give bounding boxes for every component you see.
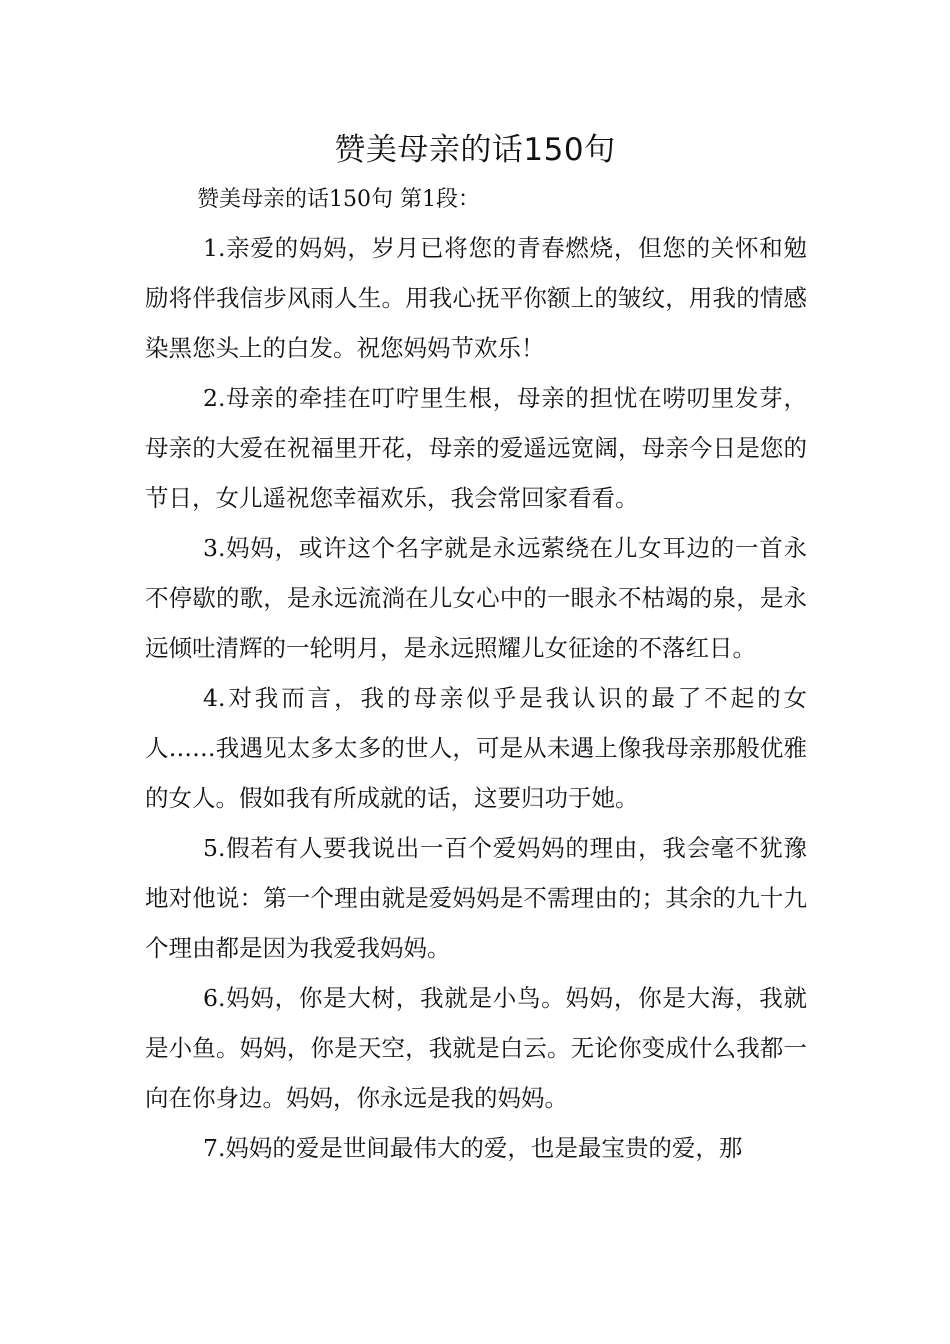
- paragraph-7: 7.妈妈的爱是世间最伟大的爱，也是最宝贵的爱，那: [203, 1134, 743, 1162]
- page-title: 赞美母亲的话150句: [334, 132, 616, 168]
- paragraph-5: 5.假若有人要我说出一百个爱妈妈的理由，我会毫不犹豫地对他说：第一个理由就是爱妈妈是不需理由的；其余的九十九个理由都是因为我爱我妈妈。: [145, 834, 807, 962]
- paragraph-2: 2.母亲的牵挂在叮咛里生根，母亲的担忧在唠叨里发芽，母亲的大爱在祝福里开花，母亲的爱遥远宽阔，母亲今日是您的节日，女儿遥祝您幸福欢乐，我会常回家看看。: [145, 384, 807, 512]
- paragraph-3: 3.妈妈，或许这个名字就是永远萦绕在儿女耳边的一首永不停歇的歌，是永远流淌在儿女心中的一眼永不枯竭的泉，是永远倾吐清辉的一轮明月，是永远照耀儿女征途的不落红日。: [145, 534, 807, 662]
- document-body: [145, 177, 807, 1173]
- paragraph-6: 6.妈妈，你是大树，我就是小鸟。妈妈，你是大海，我就是小鱼。妈妈，你是天空，我就是白云。无论你变成什么我都一向在你身边。妈妈，你永远是我的妈妈。: [145, 984, 807, 1112]
- section-subtitle: 赞美母亲的话150句 第1段：: [197, 187, 480, 212]
- paragraph-1: 1.亲爱的妈妈，岁月已将您的青春燃烧，但您的关怀和勉励将伴我信步风雨人生。用我心抚平你额上的皱纹，用我的情感染黑您头上的白发。祝您妈妈节欢乐！: [145, 234, 807, 362]
- paragraph-4: 4.对我而言，我的母亲似乎是我认识的最了不起的女人……我遇见太多太多的世人，可是从未遇上像我母亲那般优雅的女人。假如我有所成就的话，这要归功于她。: [145, 684, 807, 812]
